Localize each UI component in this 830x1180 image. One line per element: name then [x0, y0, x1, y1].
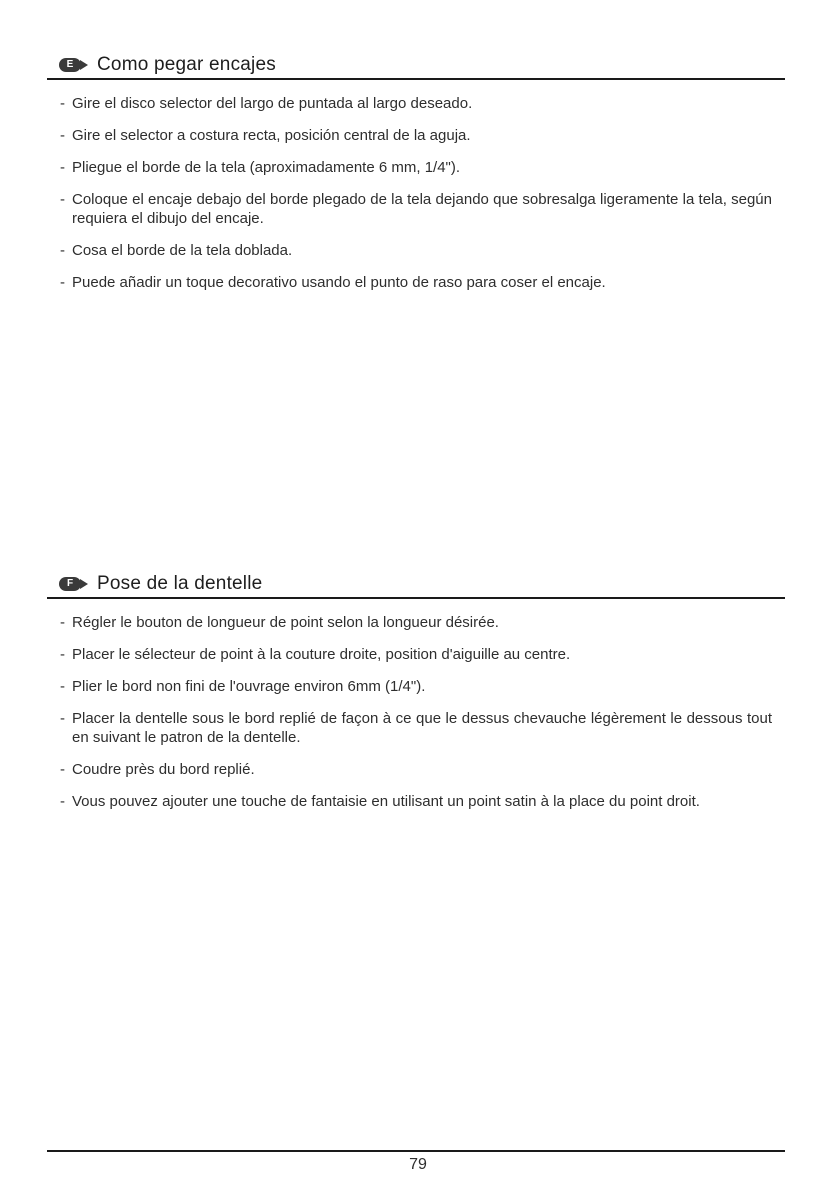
- list-item: - Puede añadir un toque decorativo usando el punto de raso para coser el encaje.: [60, 274, 606, 291]
- list-item: - Gire el disco selector del largo de puntada al largo deseado.: [60, 95, 473, 112]
- section-french: [47, 571, 785, 824]
- section-heading: [47, 52, 785, 80]
- list-item: - Coloque el encaje debajo del borde plegado de la tela dejando que sobresalga ligeramente la tela, según requiera el dibujo del encaje.: [60, 191, 772, 227]
- page-number: 79: [409, 1156, 427, 1173]
- list-item: - Cosa el borde de la tela doblada.: [60, 242, 293, 259]
- list-item: - Coudre près du bord replié.: [60, 761, 255, 778]
- list-item: - Plier le bord non fini de l'ouvrage environ 6mm (1/4").: [60, 678, 426, 695]
- section-title: Como pegar encajes: [97, 54, 276, 75]
- section-spanish: [47, 52, 785, 305]
- list-item: - Placer le sélecteur de point à la couture droite, position d'aiguille au centre.: [60, 646, 571, 663]
- language-badge-icon: E: [59, 58, 81, 72]
- list-item: - Vous pouvez ajouter une touche de fantaisie en utilisant un point satin à la place du point droit.: [60, 793, 700, 810]
- section-heading: [47, 571, 785, 599]
- list-item: - Régler le bouton de longueur de point selon la longueur désirée.: [60, 614, 499, 631]
- instruction-list: [60, 613, 772, 811]
- list-item: - Placer la dentelle sous le bord replié de façon à ce que le dessus chevauche légèrement le dessous tout en suivant le patron de la dentelle.: [60, 710, 772, 746]
- footer-divider: [47, 1150, 785, 1152]
- list-item: - Gire el selector a costura recta, posición central de la aguja.: [60, 127, 471, 144]
- instruction-list: [60, 94, 772, 292]
- language-badge-icon: F: [59, 577, 81, 591]
- list-item: - Pliegue el borde de la tela (aproximadamente 6 mm, 1/4").: [60, 159, 461, 176]
- section-title: Pose de la dentelle: [97, 573, 263, 594]
